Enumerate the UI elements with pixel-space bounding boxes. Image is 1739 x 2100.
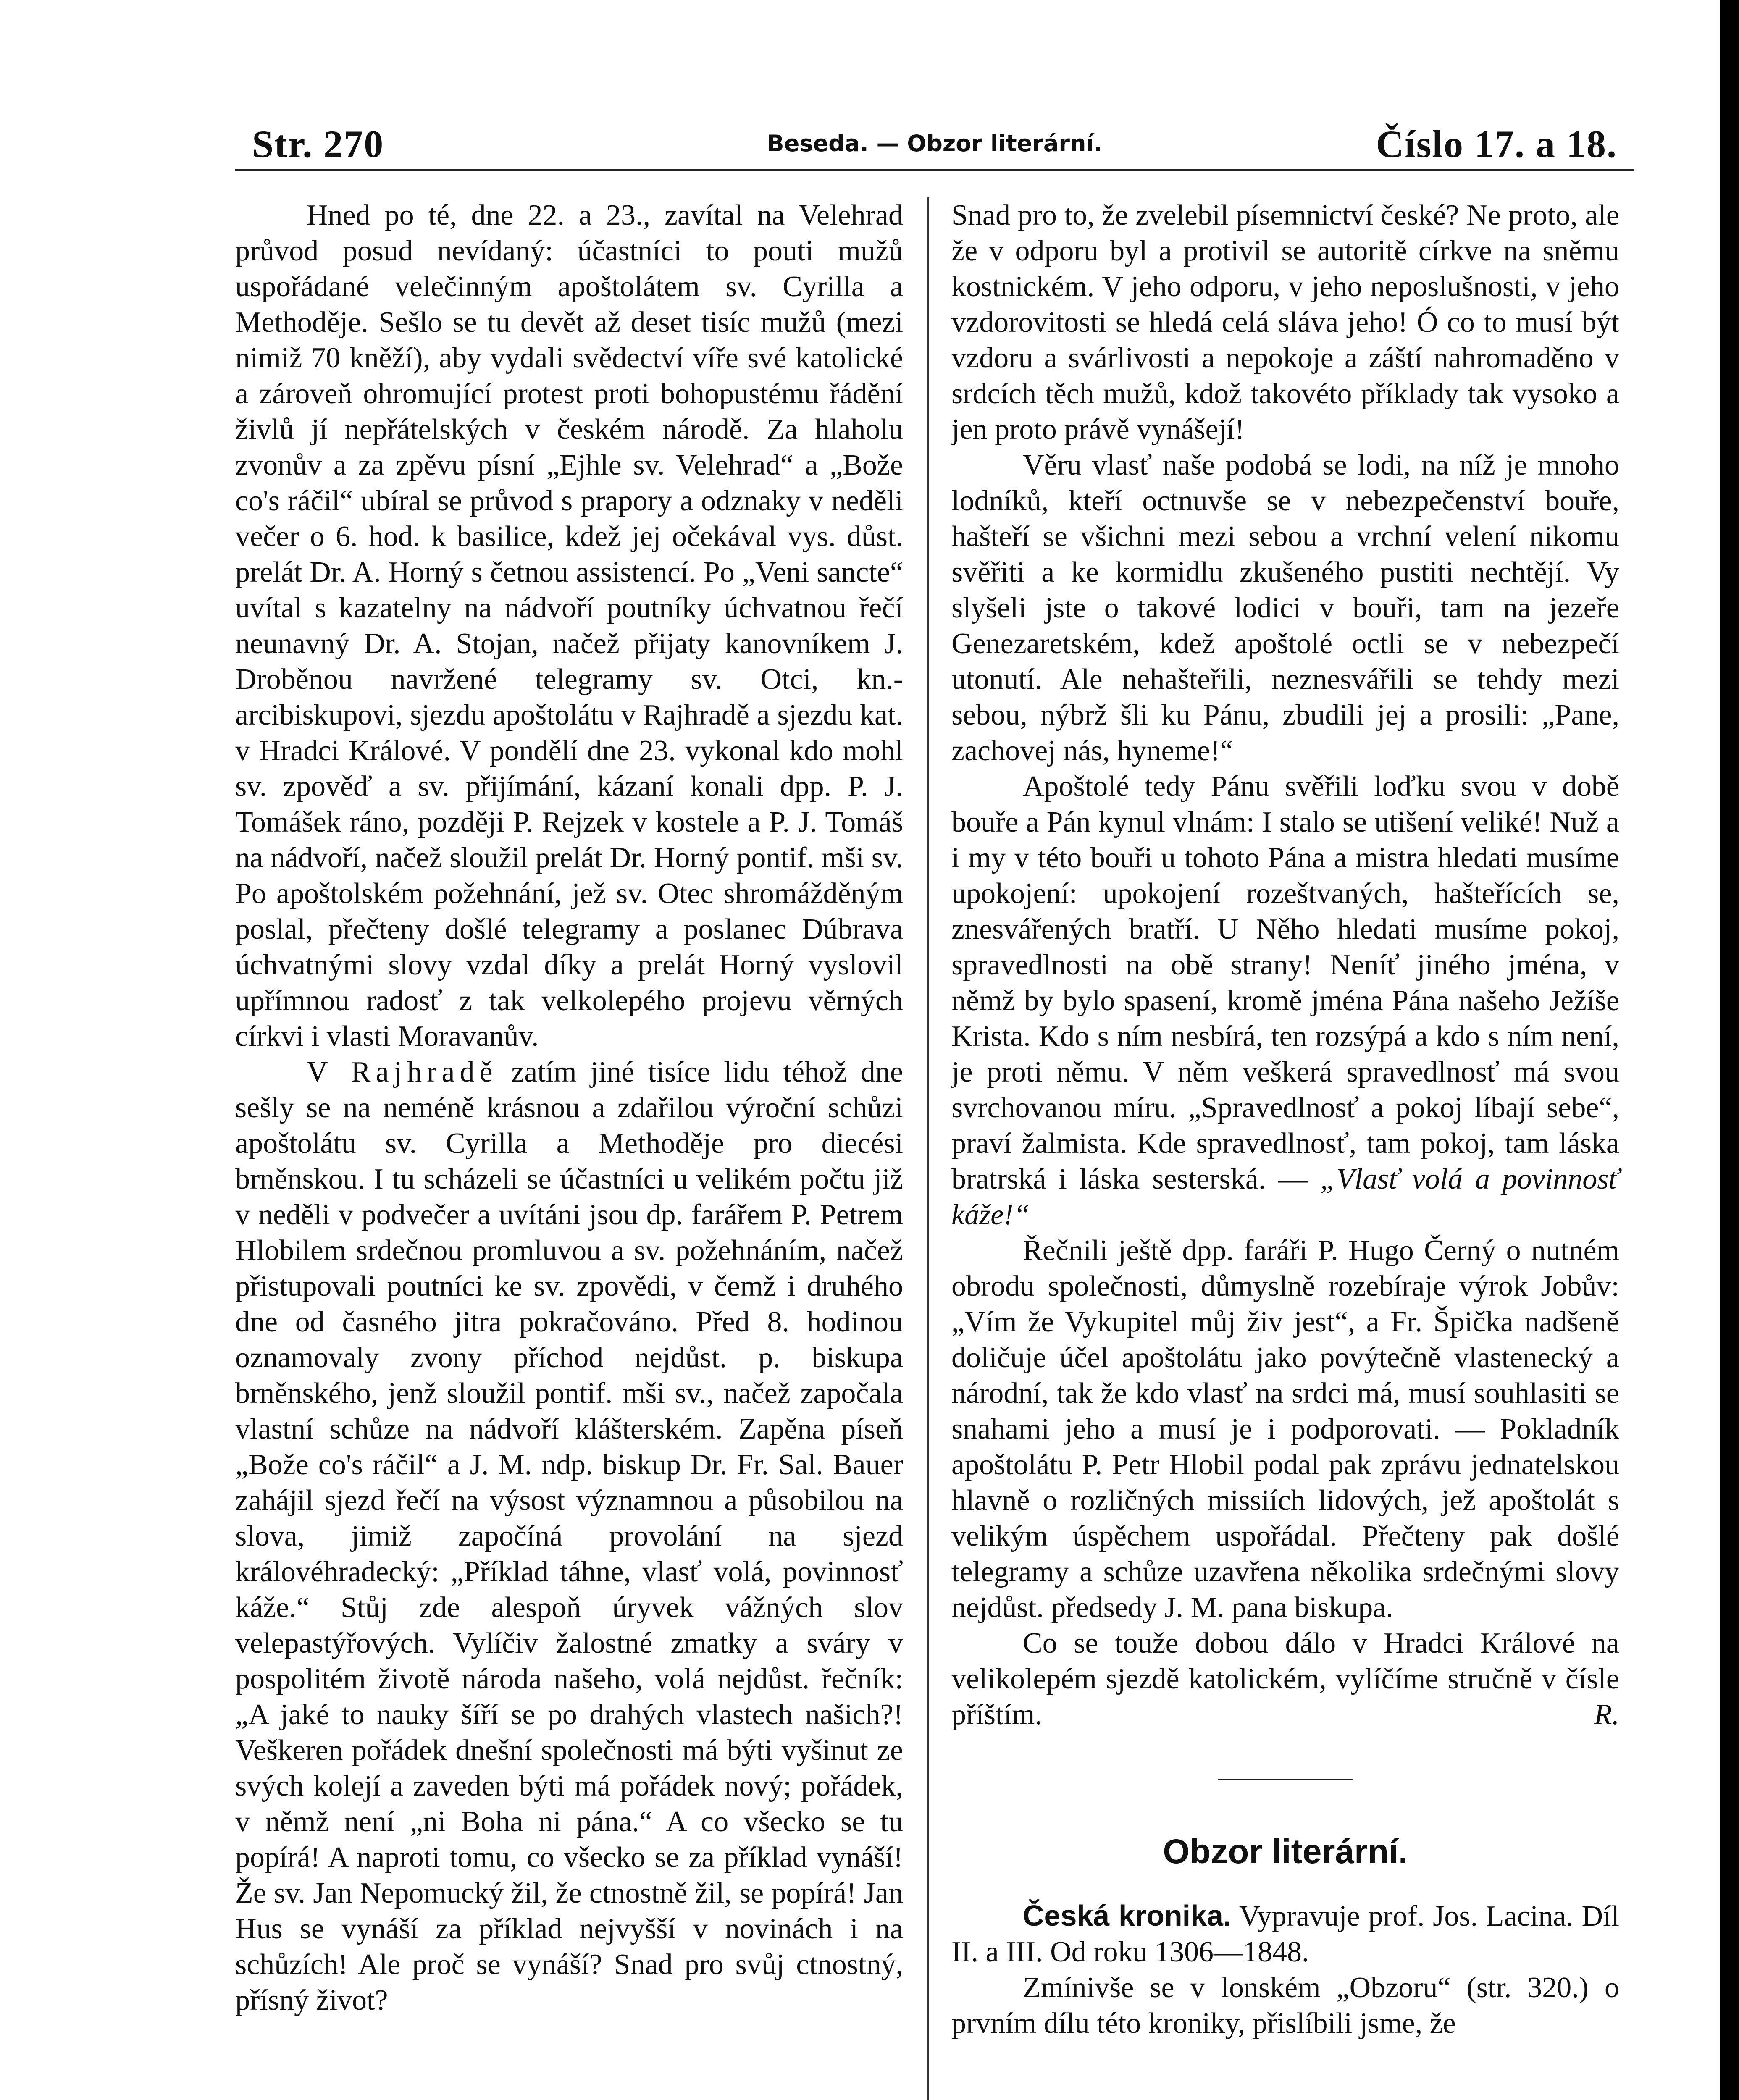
paragraph-apostles — [951, 769, 1619, 1233]
paragraph-review: Zmínivše se v lonském „Obzoru“ (str. 320.) o prvním dílu této kroniky, přislíbili jsme, že — [951, 1971, 1619, 2040]
spaced-place-name: V Rajhradě — [307, 1056, 498, 1088]
header-rule — [235, 169, 1634, 171]
paragraph-velehrad: Hned po té, dne 22. a 23., zavítal na Velehrad průvod posud nevídaný: účastníci to pouti mužů uspořádané velečinným apoštolátem sv. Cyrilla a Methoděje. Sešlo se tu devět až deset tisíc mužů (mezi nimiž 70 kněží), aby vydali svědectví víře své katolické a zároveň ohromující protest proti bohopustému řádění živlů jí nepřátelských v českém národě. Za hlaholu zvonův a za zpěvu písní „Ejhle sv. Velehrad“ a „Bože co's ráčil“ ubíral se průvod s prapory a odznaky v neděli večer o 6. hod. k basilice, kdež jej očekával vys. důst. prelát Dr. A. Horný s četnou assistencí. Po „Veni sancte“ uvítal s kazatelny na nádvoří poutníky úchvatnou řečí neunavný Dr. A. Stojan, načež přijaty kanovníkem J. Droběnou navržené telegramy sv. Otci, kn.-arcibiskupovi, sjezdu apoštolátu v Rajhradě a sjezdu kat. v Hradci Králové. V pondělí dne 23. vykonal kdo mohl sv. zpověď a sv. přijímání, kázaní konali dpp. P. J. Tomášek ráno, později P. Rejzek v kostele a P. J. Tomáš na nádvoří, načež sloužil prelát Dr. Horný pontif. mši sv. Po apoštolském požehnání, jež sv. Otec shromážděným poslal, přečteny došlé telegramy a poslanec Dúbrava úchvatnými slovy vzdal díky a prelát Horný vyslovil upřímnou radosť z tak velkolepého projevu věrných církvi i vlasti Moravanův. — [235, 199, 903, 1053]
paragraph-rajhrad — [235, 1054, 903, 2018]
running-title: Beseda. — Obzor literární. — [767, 130, 1103, 157]
page-number: Str. 270 — [252, 123, 384, 165]
column-divider — [927, 197, 929, 2100]
book-title: Česká kronika. — [1023, 1899, 1232, 1932]
paragraph-hradec-text: Co se touže dobou dálo v Hradci Králové na velikolepém sjezdě katolickém, vylíčíme stručně v čísle příštím. — [951, 1627, 1619, 1731]
paragraph-speakers: Řečnili ještě dpp. faráři P. Hugo Černý o nutném obrodu společnosti, důmyslně rozebíraje výrok Jobův: „Vím že Vykupitel můj živ jest“, a Fr. Špička nadšeně doličuje účel apoštolátu jako povýtečně vlastenecký a národní, tak že kdo vlasť na srdci má, musí souhlasiti se snahami jeho a musí je i podporovati. — Pokladník apoštolátu P. Petr Hlobil podal pak zprávu jednatelskou hlavně o rozličných missiích lidových, jež apoštolát s velikým úspěchem uspořádal. Přečteny pak došlé telegramy a schůze uzavřena několika srdečnými slovy nejdůst. předsedy J. M. pana biskupa. — [951, 1234, 1619, 1624]
section-divider — [1218, 1779, 1353, 1780]
paragraph-hradec — [951, 1625, 1619, 1732]
page-header — [235, 113, 1634, 176]
section-title: Obzor literární. — [1163, 1832, 1408, 1871]
paragraph-rajhrad-text: zatím jiné tisíce lidu téhož dne sešly se na neméně krásnou a zdařilou výroční schůzi apoštolátu sv. Cyrilla a Methoděje pro diecési brněnskou. I tu scházeli se účastníci u velikém počtu již v neděli v podvečer a uvítáni jsou dp. farářem P. Petrem Hlobilem srdečnou promluvou a sv. požehnáním, načež přistupovali poutníci ke sv. zpovědi, v čemž i druhého dne od časného jitra pokračováno. Před 8. hodinou oznamovaly zvony příchod nejdůst. p. biskupa brněnského, jenž sloužil pontif. mši sv., načež započala vlastní schůze na nádvoří klášterském. Zapěna píseň „Bože co's ráčil“ a J. M. ndp. biskup Dr. Fr. Sal. Bauer zahájil sjezd řečí na výsost významnou a působilou na slova, jimiž započíná provolání na sjezd královéhradecký: „Příklad táhne, vlasť volá, povinnosť káže.“ Stůj zde alespoň úryvek vážných slov velepastýřových. Vylíčiv žalostné zmatky a sváry v pospolitém životě národa našeho, volá nejdůst. řečník: „A jaké to nauky šíří se po drahých vlastech našich?! Veškeren pořádek dnešní společnosti má býti vyšinut ze svých kolejí a zaveden býti má pořádek nový; pořádek, v němž není „ni Boha ni pána.“ A co všecko se tu popírá! A naproti tomu, co všecko se za příklad vynáší! Že sv. Jan Nepomucký žil, že ctnostně žil, se popírá! Jan Hus se vynáší za příklad nejvyšší v novinách i na schůzích! Ale proč se vynáší? Snad pro svůj ctnostný, přísný život? — [235, 1056, 903, 2016]
book-entry — [951, 1898, 1619, 1970]
author-signature: R. — [1594, 1698, 1619, 1731]
right-column — [951, 197, 1619, 2041]
left-column — [235, 197, 903, 2018]
issue-number: Číslo 17. a 18. — [1376, 123, 1617, 165]
motto-quote: „Vlasť volá a povinnosť káže!“ — [951, 1163, 1619, 1231]
paragraph-ship: Věru vlasť naše podobá se lodi, na níž je mnoho lodníků, kteří octnuvše se v nebezpečenství bouře, hašteří se všichni mezi sebou a vrchní velení nikomu svěřiti a ke kormidlu zkušeného pustiti nechtějí. Vy slyšeli jste o takové lodici v bouři, tam na jezeře Genezaretském, kdež apoštolé octli se v nebezpečí utonutí. Ale nehašteřili, neznesvářili se tehdy mezi sebou, nýbrž šli ku Pánu, zbudili jej a prosili: „Pane, zachovej nás, hyneme!“ — [951, 449, 1619, 767]
scan-page-edge — [1720, 0, 1739, 2100]
book-description: Vypravuje prof. Jos. Lacina. Díl II. a III. Od roku 1306—1848. — [951, 1900, 1619, 1968]
paragraph-apostles-text: Apoštolé tedy Pánu svěřili loďku svou v době bouře a Pán kynul vlnám: I stalo se utišení veliké! Nuž a i my v této bouři u tohoto Pána a mistra hledati musíme upokojení: upokojení rozeštvaných, hašteřících se, znesvářených bratří. U Něho hledati musíme pokoj, spravedlnosti na obě strany! Neníť jiného jména, v němž by bylo spasení, kromě jména Pána našeho Ježíše Krista. Kdo s ním nesbírá, ten rozsýpá a kdo s ním není, je proti němu. V něm veškerá spravedlnosť má svou svrchovanou míru. „Spravedlnosť a pokoj líbají sebe“, praví žalmista. Kde spravedlnosť, tam pokoj, tam láska bratrská i láska sesterská. — — [951, 770, 1619, 1195]
paragraph-continuation: Snad pro to, že zvelebil písemnictví české? Ne proto, ale že v odporu byl a protivil se autoritě církve na sněmu kostnickém. V jeho odporu, v jeho neposlušnosti, v jeho vzdorovitosti se hledá celá sláva jeho! Ó co to musí být vzdoru a svárlivosti a nepokoje a záští nahromaděno v srdcích těch mužů, kdož takovéto příklady tak vysoko a jen proto právě vynášejí! — [951, 199, 1619, 446]
